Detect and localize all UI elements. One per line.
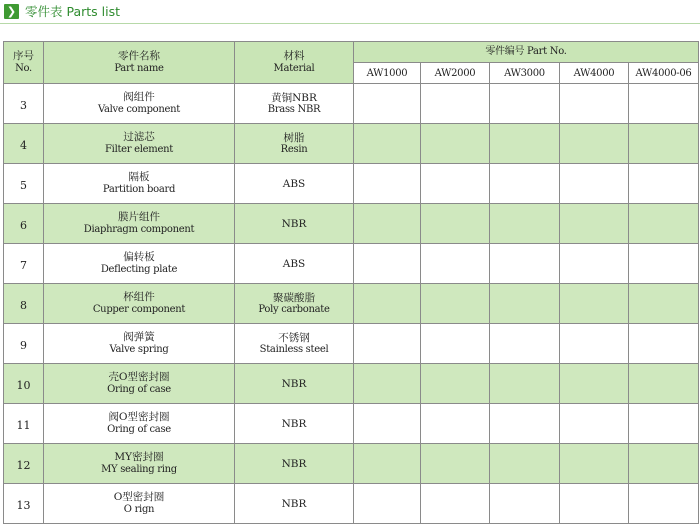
row-no [4,364,44,404]
row-part-name [44,164,235,204]
part-no-cell [354,124,421,164]
model-aw2000: AW2000 [421,63,490,84]
material-zh: ABS [282,177,306,190]
header-part-name-en: Part name [114,63,164,74]
row-no [4,284,44,324]
table-row [4,444,699,484]
row-no-text: 13 [16,499,31,512]
part-no-cell [354,484,421,524]
part-name-zh: MY密封圈 [114,451,164,463]
part-no-cell [560,84,629,124]
part-no-cell [560,244,629,284]
row-part-name [44,324,235,364]
table-row [4,164,699,204]
row-material [235,444,354,484]
part-no-cell [629,84,699,124]
header-no-en: No. [15,63,32,74]
part-name-en: Deflecting plate [100,264,178,275]
row-material [235,84,354,124]
part-no-cell [421,284,490,324]
row-part-name [44,404,235,444]
row-part-name [44,84,235,124]
row-no-text: 6 [20,219,27,232]
table-row [4,484,699,524]
part-no-cell [354,444,421,484]
part-no-cell [421,404,490,444]
row-part-name [44,204,235,244]
table-row [4,364,699,404]
chevron-right-icon: ❯ [4,4,19,19]
material-en: Resin [280,143,308,155]
part-no-cell [629,284,699,324]
header-divider [0,23,700,24]
part-no-cell [354,364,421,404]
part-no-cell [490,364,560,404]
row-material [235,404,354,444]
table-row [4,284,699,324]
part-no-cell [354,244,421,284]
material-zh: ABS [282,257,306,270]
part-no-cell [490,444,560,484]
part-name-en: O rign [123,504,155,515]
part-no-cell [354,324,421,364]
section-title: 零件表 Parts list [25,4,120,19]
row-no [4,84,44,124]
part-name-zh: 壳O型密封圈 [108,371,170,383]
material-zh: NBR [281,377,307,390]
row-no [4,404,44,444]
row-no-text: 12 [16,459,31,472]
row-no [4,484,44,524]
part-name-en: Oring of case [107,424,171,435]
row-part-name [44,244,235,284]
part-no-cell [560,164,629,204]
part-no-cell [490,124,560,164]
parts-table [3,41,699,524]
part-name-en: Valve component [97,104,181,115]
part-name-en: Diaphragm component [83,224,195,235]
part-no-cell [629,124,699,164]
table-row [4,84,699,124]
row-no [4,124,44,164]
row-material [235,284,354,324]
row-material [235,164,354,204]
part-no-cell [421,364,490,404]
part-no-cell [421,244,490,284]
part-no-cell [490,204,560,244]
header-material [235,42,354,84]
part-no-cell [421,444,490,484]
header-part-no [354,42,699,63]
section-header [0,0,700,22]
part-no-cell [629,204,699,244]
part-no-cell [354,404,421,444]
row-no-text: 5 [20,179,27,192]
material-zh: 树脂 [283,131,305,144]
part-no-cell [421,484,490,524]
part-no-cell [560,444,629,484]
material-zh: NBR [281,417,307,430]
part-no-cell [354,284,421,324]
part-no-cell [421,164,490,204]
part-no-cell [490,84,560,124]
row-no [4,444,44,484]
part-no-cell [629,444,699,484]
material-en: Brass NBR [267,103,321,115]
part-no-cell [490,244,560,284]
part-name-zh: 膜片组件 [118,211,160,223]
row-no-text: 4 [20,139,27,152]
part-name-zh: 阀O型密封圈 [108,411,170,423]
row-part-name [44,364,235,404]
part-name-zh: 阀组件 [123,91,155,103]
material-zh: NBR [281,457,307,470]
material-zh: 黄铜NBR [271,91,317,104]
part-no-cell [560,484,629,524]
part-name-zh: O型密封圈 [113,491,165,503]
part-no-cell [421,124,490,164]
model-aw3000: AW3000 [490,63,560,84]
part-no-cell [629,364,699,404]
part-no-cell [490,484,560,524]
part-no-cell [490,164,560,204]
model-aw4000-06: AW4000-06 [629,63,699,84]
table-row [4,404,699,444]
row-no-text: 11 [16,419,31,432]
row-no-text: 8 [20,299,27,312]
part-no-cell [560,324,629,364]
part-name-en: Oring of case [107,384,171,395]
row-material [235,204,354,244]
part-name-zh: 隔板 [128,171,150,183]
part-no-cell [354,84,421,124]
row-no-text: 9 [20,339,27,352]
material-zh: NBR [281,497,307,510]
part-name-en: Cupper component [92,304,186,315]
row-no-text: 10 [16,379,31,392]
material-zh: 不锈钢 [278,331,310,344]
row-part-name [44,124,235,164]
row-part-name [44,284,235,324]
header-material-zh: 材料 [283,50,305,62]
row-no [4,244,44,284]
row-no-text: 7 [20,259,27,272]
part-no-cell [490,284,560,324]
model-aw1000: AW1000 [354,63,421,84]
model-aw4000: AW4000 [560,63,629,84]
row-part-name [44,484,235,524]
header-part-name-zh: 零件名称 [118,50,160,62]
material-zh: 聚碳酸脂 [273,291,315,304]
row-material [235,124,354,164]
part-name-en: Filter element [105,144,173,155]
part-no-cell [560,204,629,244]
part-no-cell [560,284,629,324]
table-row [4,124,699,164]
part-no-cell [354,164,421,204]
material-en: Stainless steel [259,343,329,355]
row-part-name [44,444,235,484]
header-no-zh: 序号 [13,50,34,62]
part-no-cell [629,324,699,364]
part-no-cell [560,364,629,404]
part-no-cell [421,324,490,364]
part-no-cell [421,204,490,244]
row-material [235,484,354,524]
table-row [4,204,699,244]
part-no-cell [354,204,421,244]
part-name-zh: 偏转板 [123,251,155,263]
part-no-cell [629,484,699,524]
part-no-cell [490,324,560,364]
row-no [4,324,44,364]
part-name-en: Partition board [102,184,176,195]
part-no-cell [629,404,699,444]
row-no-text: 3 [20,99,27,112]
row-no [4,164,44,204]
part-no-cell [560,404,629,444]
part-name-en: Valve spring [109,344,169,355]
part-no-cell [421,84,490,124]
part-no-cell [560,124,629,164]
header-part-no-label: 零件编号 Part No. [485,46,567,57]
header-no [4,42,44,84]
part-name-en: MY sealing ring [101,464,177,475]
table-row [4,244,699,284]
header-material-en: Material [273,63,315,74]
part-no-cell [629,164,699,204]
part-name-zh: 阀弹簧 [123,331,155,343]
part-no-cell [490,404,560,444]
row-material [235,324,354,364]
part-name-zh: 过滤芯 [123,131,155,143]
row-no [4,204,44,244]
material-en: Poly carbonate [258,303,330,315]
part-name-zh: 杯组件 [123,291,155,303]
header-part-name [44,42,235,84]
table-row [4,324,699,364]
material-zh: NBR [281,217,307,230]
part-no-cell [629,244,699,284]
row-material [235,364,354,404]
row-material [235,244,354,284]
